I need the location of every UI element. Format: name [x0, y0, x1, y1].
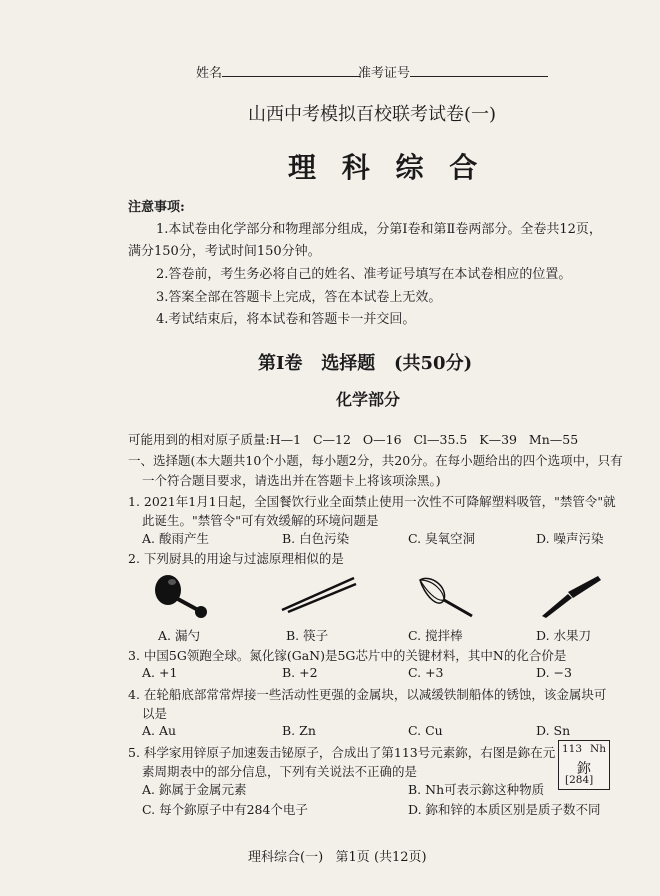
exam-series-title: 山西中考模拟百校联考试卷(一) — [248, 104, 497, 125]
notice-heading: 注意事项: — [128, 200, 185, 215]
option-c: C. 每个鉨原子中有284个电子 — [142, 802, 308, 817]
option-a: A. 酸雨产生 — [142, 531, 209, 546]
option-a: A. +1 — [142, 665, 178, 680]
knife-blade — [542, 594, 572, 618]
subject-title: 理 科 综 合 — [288, 151, 486, 184]
option-d: D. 噪声污染 — [536, 531, 604, 546]
ladle-knob — [195, 606, 207, 618]
option-a: A. 漏勺 — [158, 628, 200, 643]
ladle-highlight — [168, 579, 176, 585]
knife-handle — [568, 576, 601, 598]
notice-item: 2.答卷前，考生务必将自己的姓名、准考证号填写在本试卷相应的位置。 — [156, 267, 572, 282]
ladle-handle — [176, 598, 198, 610]
fruit-knife-image — [538, 572, 604, 620]
section-heading: 化学部分 — [336, 390, 401, 409]
question-stem: 2. 下列厨具的用途与过滤原理相似的是 — [128, 551, 344, 566]
option-d: D. −3 — [536, 665, 572, 680]
header-name-field — [196, 62, 360, 81]
option-a: A. 鉨属于金属元素 — [142, 782, 247, 797]
option-d: D. Sn — [536, 723, 571, 738]
atomic-number: 113 — [562, 743, 583, 755]
option-b: B. 白色污染 — [282, 531, 350, 546]
option-c: C. 臭氧空洞 — [408, 531, 476, 546]
option-b: B. Zn — [282, 723, 316, 738]
option-b: B. +2 — [282, 665, 318, 680]
periodic-element-card — [558, 740, 610, 790]
question-stem: 素周期表中的部分信息，下列有关说法不正确的是 — [142, 764, 418, 779]
notice-item: 满分150分，考试时间150分钟。 — [128, 244, 321, 259]
part-heading: 第Ⅰ卷 选择题 (共50分) — [258, 353, 473, 374]
exam-no-label: 准考证号 — [358, 66, 411, 81]
chopstick — [288, 584, 356, 612]
exam-no-underline — [410, 64, 548, 77]
instructions-line: 一个符合题目要求，请选出并在答题卡上将该项涂黑。) — [142, 473, 441, 488]
element-name: 鉨 — [577, 761, 591, 777]
option-c: C. 搅拌棒 — [408, 628, 463, 643]
question-stem: 5. 科学家用锌原子加速轰击铋原子，合成出了第113号元素鉨，右图是鉨在元 — [128, 745, 556, 760]
element-symbol: Nh — [590, 743, 606, 755]
option-c: C. +3 — [408, 665, 444, 680]
atomic-mass: [284] — [565, 774, 594, 786]
chopsticks-image — [278, 572, 358, 614]
notice-item: 4.考试结束后，将本试卷和答题卡一并交回。 — [156, 312, 416, 327]
whisk-image — [414, 572, 478, 620]
whisk-handle — [444, 600, 472, 616]
header-exam-no-field — [358, 62, 548, 81]
option-c: C. Cu — [408, 723, 443, 738]
question-stem: 以是 — [142, 706, 168, 721]
chopstick — [282, 578, 354, 610]
name-underline — [222, 64, 360, 77]
question-stem: 1. 2021年1月1日起，全国餐饮行业全面禁止使用一次性不可降解塑料吸管，"禁管令"就 — [128, 494, 616, 509]
option-a: A. Au — [142, 723, 177, 738]
question-stem: 此诞生。"禁管令"可有效缓解的环境问题是 — [142, 513, 379, 528]
name-label: 姓名 — [196, 66, 223, 81]
option-b: B. 筷子 — [286, 628, 329, 643]
notice-item: 1.本试卷由化学部分和物理部分组成，分第Ⅰ卷和第Ⅱ卷两部分。全卷共12页， — [156, 222, 602, 237]
atomic-masses: 可能用到的相对原子质量:H—1 C—12 O—16 Cl—35.5 K—39 Mn—55 — [128, 432, 579, 447]
option-d: D. 鉨和锌的本质区别是质子数不同 — [408, 802, 601, 817]
option-d: D. 水果刀 — [536, 628, 592, 643]
strainer-ladle-image — [146, 570, 216, 620]
notice-item: 3.答案全部在答题卡上完成，答在本试卷上无效。 — [156, 290, 442, 305]
question-stem: 3. 中国5G领跑全球。氮化镓(GaN)是5G芯片中的关键材料，其中N的化合价是 — [128, 648, 567, 663]
question-stem: 4. 在轮船底部常常焊接一些活动性更强的金属块，以减缓铁制船体的锈蚀，该金属块可 — [128, 687, 607, 702]
page-footer: 理科综合(一) 第1页 (共12页) — [248, 850, 427, 865]
option-b: B. Nh可表示鉨这种物质 — [408, 782, 545, 797]
instructions-line: 一、选择题(本大题共10个小题，每小题2分，共20分。在每小题给出的四个选项中，只有 — [128, 453, 623, 468]
